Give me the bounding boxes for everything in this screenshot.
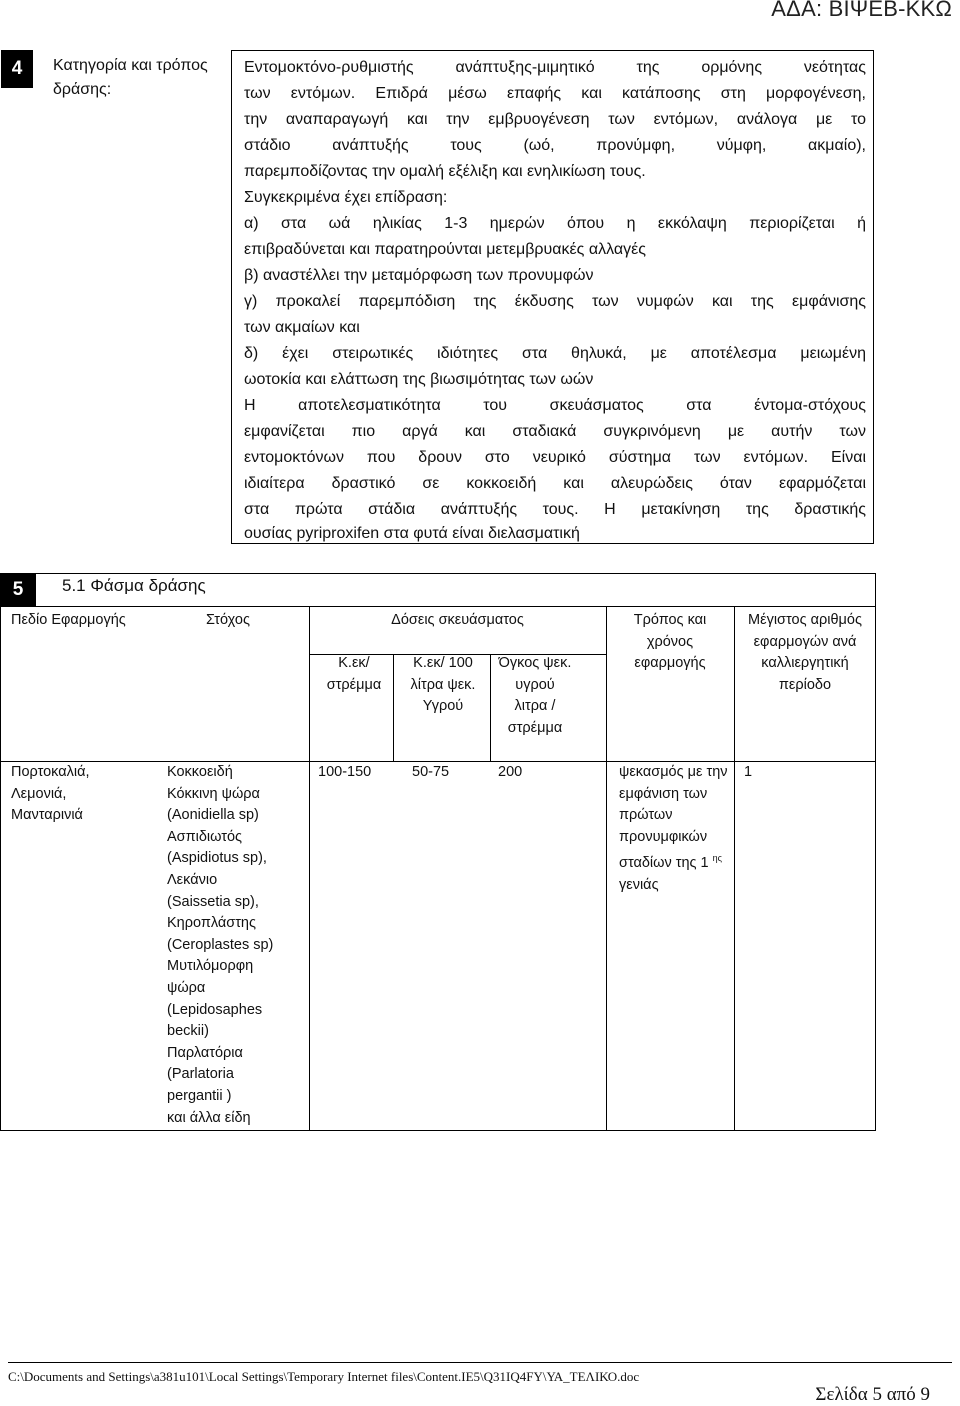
footer-file-path: C:\Documents and Settings\a381u101\Local Settings\Temporary Internet files\Content.IE5\Q31IQ4FY\ΥΑ_ΤΕΛΙΚΟ.doc: [8, 1369, 640, 1384]
text-line: στάδιο ανάπτυξής τους (ωό, προνύμφη, νύμφη, ακμαίο),: [244, 137, 866, 154]
row-dose-stremma: 100-150: [318, 764, 372, 780]
col-divider: [309, 606, 310, 1131]
header-dose-stremma: Κ.εκ/ στρέμμα: [326, 655, 382, 693]
row-method: ψεκασμός με την εμφάνιση των πρώτων προνυμφικών σταδίων της 1 $^{\eta\varsigma}$ γενιάς: [619, 764, 728, 893]
header-field: Πεδίο Εφαρμογής: [11, 612, 126, 628]
col-divider: [490, 654, 491, 762]
col-divider: [393, 654, 394, 762]
text-line: Εντομοκτόνο-ρυθμιστής ανάπτυξης-μιμητικό της ορμόνης νεότητας: [244, 59, 866, 76]
text-line: Η αποτελεσματικότητα του σκευάσματος στα έντομα-στόχους: [244, 397, 866, 414]
col-divider: [606, 606, 607, 1131]
text-line: εντομοκτόνων που δρουν στο νευρικό σύστημα των εντόμων. Είναι: [244, 449, 866, 466]
row-dose-100l: 50-75: [412, 764, 450, 780]
text-line: ουσίας pyriproxifen στα φυτά είναι διελασματική: [244, 525, 580, 542]
header-target: Στόχος: [206, 612, 250, 628]
footer-divider: [8, 1362, 952, 1363]
page-number: Σελίδα 5 από 9: [815, 1384, 930, 1405]
text-line: επιβραδύνεται και παρατηρούνται μετεμβρυακές αλλαγές: [244, 241, 646, 258]
text-line: δ) έχει στειρωτικές ιδιότητες στα θηλυκά, με αποτέλεσμα μειωμένη: [244, 345, 866, 362]
row-max-apps: 1: [744, 764, 753, 780]
text-line: ιδιαίτερα δραστικό σε κοκκοειδή και αλευρώδεις όταν εφαρμόζεται: [244, 475, 866, 492]
row-target: Κοκκοειδή Κόκκινη ψώρα (Aonidiella sp) Ασπιδιωτός (Aspidiotus sp), Λεκάνιο (Saissetia sp), Κηροπλάστης (Ceroplastes sp) Μυτιλόμορφη ψώρα (Lepidosaphes beckii) Παρλατόρια (Parlatoria pergantii ) και άλλα είδη: [167, 764, 274, 1126]
header-max-apps: Μέγιστος αριθμός εφαρμογών ανά καλλιεργητική περίοδο: [748, 612, 862, 693]
text-line: την αναπαραγωγή και την εμβρυογένεση των εντόμων, ανάλογα με το: [244, 111, 866, 128]
text-line: γ) προκαλεί παρεμπόδιση της έκδυσης των νυμφών και της εμφάνισης: [244, 293, 866, 310]
section-5-number: 5: [0, 573, 36, 607]
row-field: Πορτοκαλιά, Λεμονιά, Μανταρινιά: [11, 764, 90, 824]
ada-code: ΑΔΑ: ΒΙΨΕΒ-ΚΚΩ: [771, 0, 952, 21]
header-dose-100l: Κ.εκ/ 100 λίτρα ψεκ. Υγρού: [410, 655, 476, 715]
section-4-number: 4: [1, 50, 33, 88]
text-line: παρεμποδίζοντας την ομαλή εξέλιξη και ενηλικίωση τους.: [244, 163, 646, 180]
header-method: Τρόπος και χρόνος εφαρμογής: [633, 612, 707, 672]
header-volume: Όγκος ψεκ. υγρού λιτρα / στρέμμα: [498, 655, 572, 736]
text-line: Συγκεκριμένα έχει επίδραση:: [244, 189, 448, 206]
text-line: στα πρώτα στάδια ανάπτυξής τους. Η μετακίνηση της δραστικής: [244, 501, 866, 518]
text-line: α) στα ωά ηλικίας 1-3 ημερών όπου η εκκόλαψη περιορίζεται ή: [244, 215, 866, 232]
text-line: των ακμαίων και: [244, 319, 360, 336]
row-volume: 200: [498, 764, 523, 780]
section-4-textbox: [231, 50, 874, 544]
col-divider: [734, 606, 735, 1131]
text-line: των εντόμων. Επιδρά μέσω επαφής και κατάποσης στη μορφογένεση,: [244, 85, 866, 102]
text-line: ωοτοκία και ελάττωση της βιωσιμότητας των ωών: [244, 371, 594, 388]
text-line: εμφανίζεται πιο αργά και σταδιακά συγκρινόμενη με αυτήν των: [244, 423, 866, 440]
header-doses: Δόσεις σκευάσματος: [391, 612, 524, 628]
section-4-label: Κατηγορία και τρόπος δράσης:: [53, 57, 208, 98]
section-5-title: 5.1 Φάσμα δράσης: [62, 576, 206, 595]
text-line: β) αναστέλλει την μεταμόρφωση των προνυμφών: [244, 267, 594, 284]
